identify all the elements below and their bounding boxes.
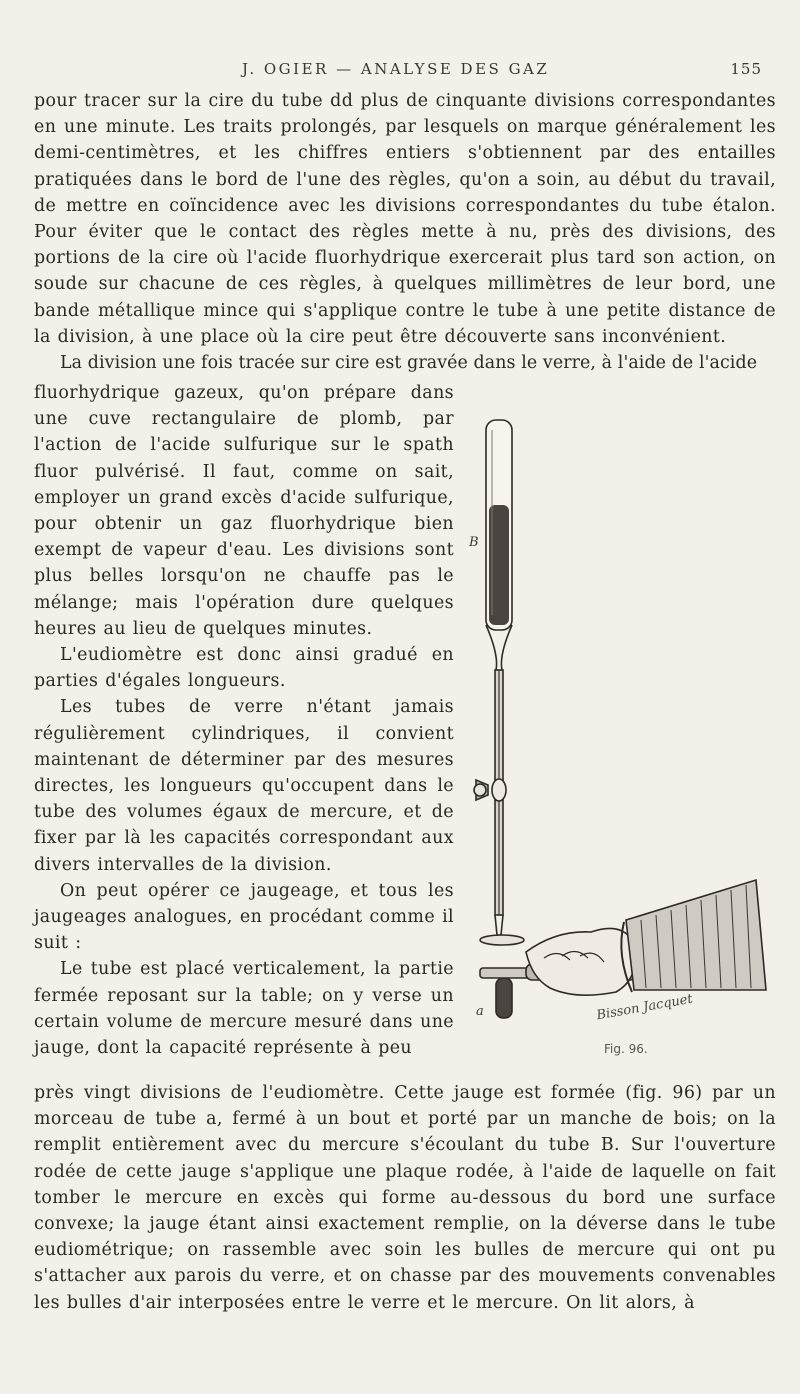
paragraph-6-rest: près vingt divisions de l'eudiomètre. Cette jauge est formée (fig. 96) par un morceau de tube a, fermé à un bout et porté par un manche de bois; on la remplit entièrement avec du mercure s'écoulant du tube B. Sur l'ouverture rodée de cette jauge s'applique une plaque rodée, à l'aide de laquelle on fait tomber le mercure en excès qui forme au-dessous du bord une surface convexe; la jauge étant ainsi exactement remplie, on la déverse dans le tube eudiométrique; on rassemble avec soin les bulles de mercure qui ont pu s'attacher aux parois du verre, et on chasse par des mouvements convenables les bulles d'air interposées entre le verre et le mercure. On lit alors, à xyxy=(34,1083,776,1313)
paragraph-6-lead: Le tube est placé verticalement, la partie fermée reposant sur la table; on y verse un certain volume de mercure mesuré dans une jauge, dont la capacité représente à peu xyxy=(34,959,454,1059)
figure-caption: Fig. 96. xyxy=(604,1042,648,1056)
running-header xyxy=(0,54,800,84)
paragraph-2-lead: La division une fois tracée sur cire est gravée dans le verre, à l'aide de l'acide xyxy=(60,353,758,374)
paragraph-block-bottom xyxy=(34,1080,776,1316)
paragraph-block-top xyxy=(34,88,776,376)
paragraph-4: Les tubes de verre n'étant jamais régulièrement cylindriques, il convient maintenant de déterminer par des mesures directes, les longueurs qu'occupent dans le tube des volumes égaux de mercure, et de fixer par là les capacités correspondant aux divers intervalles de la division. xyxy=(34,697,454,875)
engraver-signature: Bisson Jacquet xyxy=(595,991,694,1024)
gauge-tube-a xyxy=(496,978,512,1018)
page-number: 155 xyxy=(730,60,762,78)
paragraph-block-wrapped xyxy=(34,380,454,1061)
eudiometer-engraving xyxy=(466,400,776,1070)
paragraph-3: L'eudiomètre est donc ainsi gradué en parties d'égales longueurs. xyxy=(34,645,454,692)
paragraph-5: On peut opérer ce jaugeage, et tous les jaugeages analogues, en procédant comme il suit : xyxy=(34,880,454,954)
paragraph-2-rest: fluorhydrique gazeux, qu'on prépare dans une cuve rectangulaire de plomb, par l'action de l'acide sulfurique sur le spath fluor pulvérisé. Il faut, comme on sait, employer un grand excès d'acide sulfurique, pour obtenir un gaz fluorhydrique bien exempt de vapeur d'eau. Les divisions sont plus belles lorsqu'on ne chauffe pas le mélange; mais l'opération dure quelques heures au lieu de quelques minutes. xyxy=(34,383,454,639)
figure-96-illustration xyxy=(466,400,776,1070)
figure-label-a: a xyxy=(476,1004,484,1019)
running-title: J. OGIER — ANALYSE DES GAZ xyxy=(242,60,550,78)
paragraph-1: pour tracer sur la cire du tube dd plus de cinquante divisions correspondantes en une minute. Les traits prolongés, par lesquels on marque généralement les demi-centimètres, et les chiffres entiers s'obtiennent par des entailles pratiquées dans le bord de l'une des règles, qu'on a soin, au début du travail, de mettre en coïncidence avec les divisions correspondantes du tube étalon. Pour éviter que le contact des règles mette à nu, près des divisions, des portions de la cire où l'acide fluorhydrique exercerait plus tard son action, on soude sur chacune de ces règles, à quelques millimètres de leur bord, une bande métallique mince qui s'applique contre le tube à une petite distance de la division, à une place où la cire peut être découverte sans inconvénient. xyxy=(34,91,776,347)
figure-label-b: B xyxy=(469,535,479,550)
